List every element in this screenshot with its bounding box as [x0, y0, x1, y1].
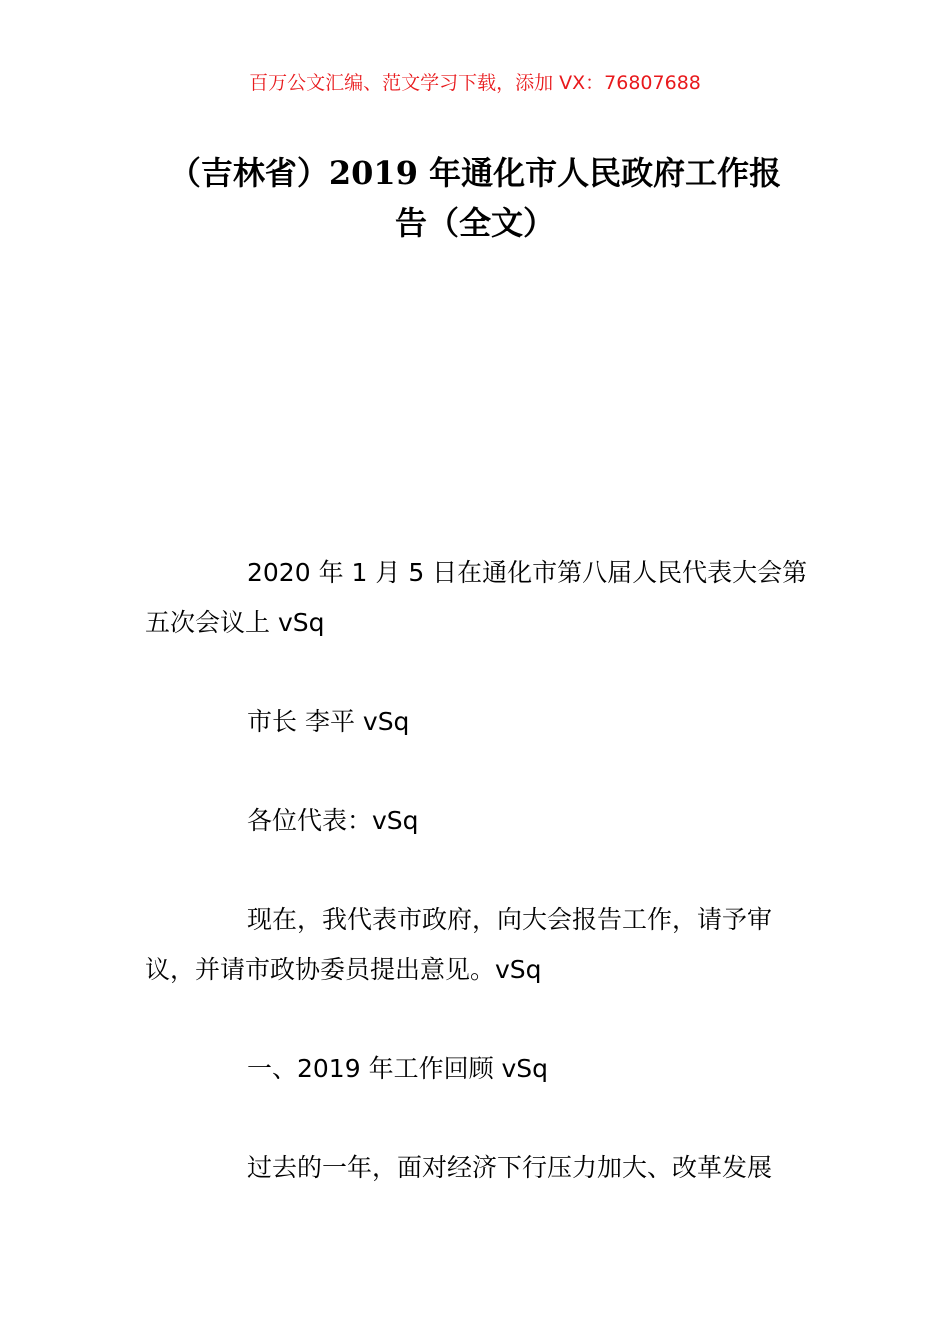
paragraph-5 — [145, 1143, 810, 1193]
paragraph-line: 2020 年 1 月 5 日在通化市第八届人民代表大会第 — [247, 558, 808, 587]
paragraph-2 — [145, 697, 810, 747]
paragraph-line: 各位代表：vSq — [247, 806, 419, 835]
paragraph-line: 市长 李平 vSq — [247, 707, 410, 736]
title-line-2: 告（全文） — [394, 204, 555, 242]
paragraph-4 — [145, 895, 810, 995]
title-line-1: （吉林省）2019 年通化市人民政府工作报 — [168, 154, 782, 192]
paragraph-line: 一、2019 年工作回顾 vSq — [247, 1054, 549, 1083]
paragraph-3 — [145, 796, 810, 846]
paragraph-line: 现在，我代表市政府，向大会报告工作，请予审 — [247, 905, 773, 934]
section-heading — [145, 1044, 810, 1094]
paragraph-1 — [145, 548, 810, 648]
paragraph-line: 议，并请市政协委员提出意见。vSq — [145, 955, 542, 984]
document-title — [140, 148, 810, 248]
paragraph-line: 五次会议上 vSq — [145, 608, 325, 637]
paragraph-line: 过去的一年，面对经济下行压力加大、改革发展 — [247, 1153, 773, 1182]
header-note: 百万公文汇编、范文学习下载，添加 VX：76807688 — [249, 72, 701, 94]
